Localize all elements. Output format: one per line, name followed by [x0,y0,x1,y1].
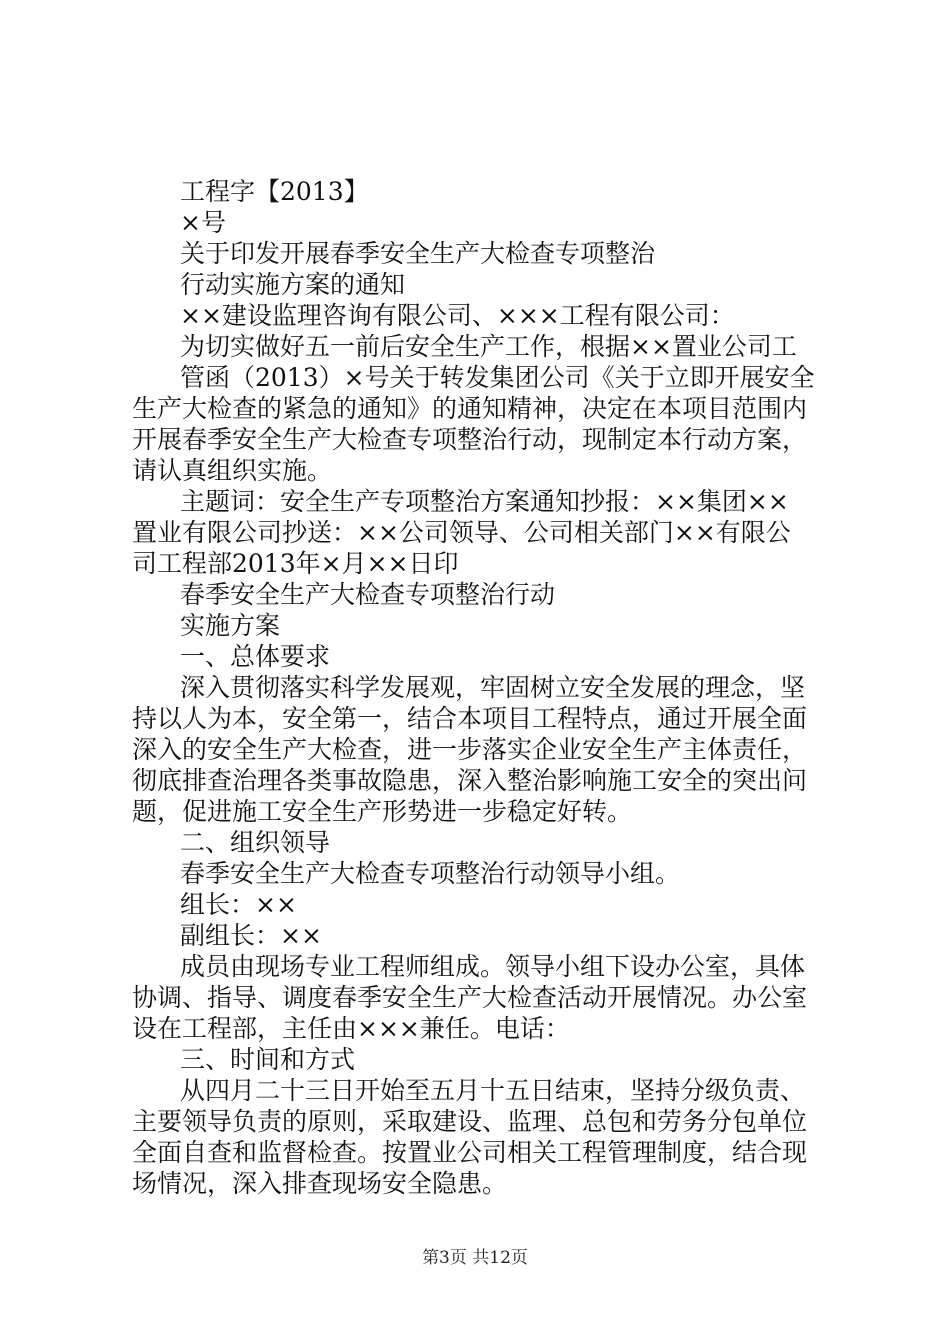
body-paragraph-line: 深入贯彻落实科学发展观，牢固树立安全发展的理念，坚 [180,673,806,702]
body-paragraph-line: 协调、指导、调度春季安全生产大检查活动开展情况。办公室 [132,983,808,1012]
deputy-leader-line: 副组长：×× [180,921,322,950]
body-paragraph-line: 彻底排查治理各类事故隐患，深入整治影响施工安全的突出问 [132,766,808,795]
doc-number: 工程字【2013】 [180,177,369,206]
body-paragraph-line: 全面自查和监督检查。按置业公司相关工程管理制度，结合现 [132,1138,808,1167]
body-paragraph-line: 生产大检查的紧急的通知》的通知精神，决定在本项目范围内 [132,394,808,423]
body-paragraph-line: 请认真组织实施。 [132,456,333,485]
section-heading: 三、时间和方式 [180,1045,356,1074]
body-paragraph-line: 持以人为本，安全第一，结合本项目工程特点，通过开展全面 [132,704,808,733]
body-paragraph-line: 深入的安全生产大检查，进一步落实企业安全生产主体责任， [132,735,808,764]
section-heading: 一、总体要求 [180,642,331,671]
plan-title-line-2: 实施方案 [180,611,281,640]
body-paragraph-line: 场情况，深入排查现场安全隐患。 [132,1169,508,1198]
keywords-line: 置业有限公司抄送：××公司领导、公司相关部门××有限公 [132,518,791,547]
section-heading: 二、组织领导 [180,828,331,857]
keywords-line: 主题词：安全生产专项整治方案通知抄报：××集团×× [180,487,789,516]
plan-title-line-1: 春季安全生产大检查专项整治行动 [180,580,556,609]
body-paragraph-line: 题，促进施工安全生产形势进一步稳定好转。 [132,797,633,826]
team-leader-line: 组长：×× [180,890,297,919]
body-paragraph-line: 春季安全生产大检查专项整治行动领导小组。 [180,859,681,888]
body-paragraph-line: 从四月二十三日开始至五月十五日结束，坚持分级负责、 [180,1076,806,1105]
addressee: ××建设监理咨询有限公司、×××工程有限公司： [180,301,735,330]
doc-title-line-1: 关于印发开展春季安全生产大检查专项整治 [180,239,656,268]
keywords-line: 司工程部2013年×月××日印 [132,549,459,578]
body-paragraph-line: 设在工程部，主任由×××兼任。电话： [132,1014,570,1043]
body-paragraph-line: 成员由现场专业工程师组成。领导小组下设办公室，具体 [180,952,806,981]
doc-number-suffix: ×号 [180,208,226,237]
body-paragraph-line: 主要领导负责的原则，采取建设、监理、总包和劳务分包单位 [132,1107,808,1136]
page-number-footer: 第3页 共12页 [422,1248,528,1268]
body-paragraph-line: 为切实做好五一前后安全生产工作，根据××置业公司工 [180,332,797,361]
doc-title-line-2: 行动实施方案的通知 [180,270,406,299]
body-paragraph-line: 管函（2013）×号关于转发集团公司《关于立即开展安全 [180,363,815,392]
body-paragraph-line: 开展春季安全生产大检查专项整治行动，现制定本行动方案， [132,425,808,454]
